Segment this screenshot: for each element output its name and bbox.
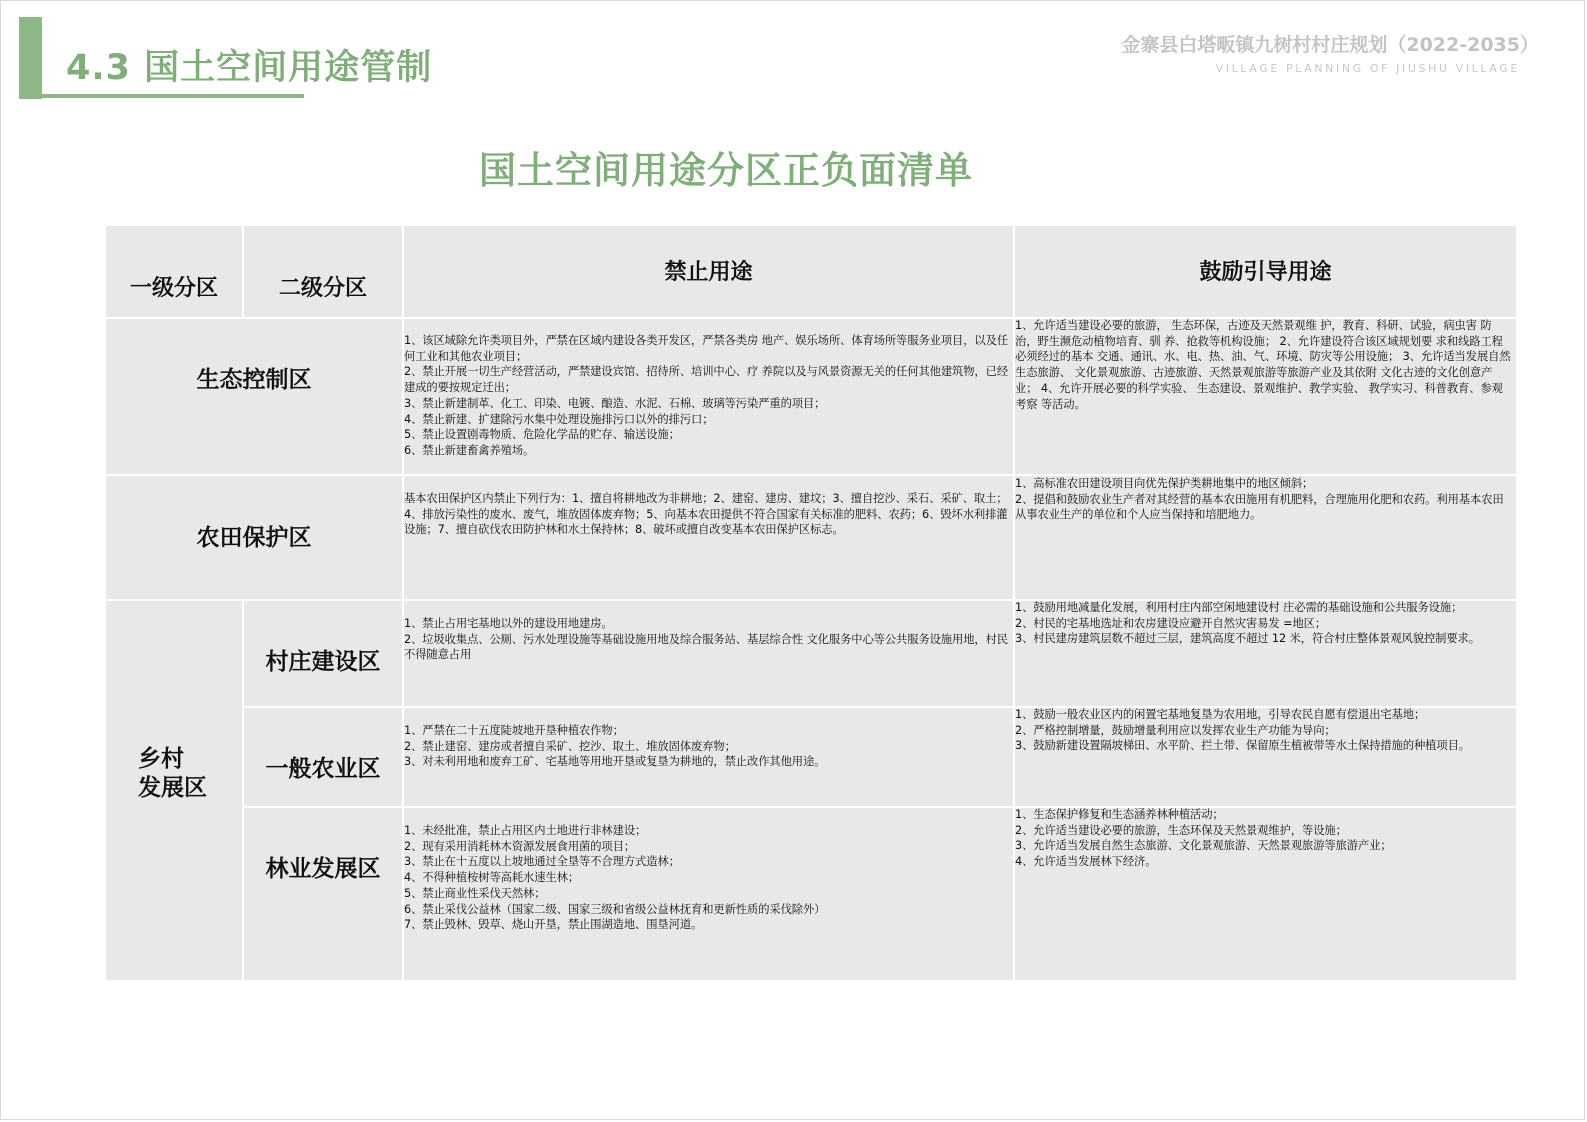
agri-encouraged-text: 1、鼓励一般农业区内的闲置宅基地复垦为农用地，引导农民自愿有偿退出宅基地； 2、严格控制增量，鼓励增量利用应以发挥农业生产功能为导向； 3、鼓励新建设置隔坡梯田、水平阶、拦土带、保留原生植被带等水土保持措施的种植项目。: [1015, 708, 1470, 753]
subzone-forest-label: 林业发展区: [265, 856, 381, 882]
zone-eco-label: 生态控制区: [196, 367, 312, 393]
zone-farm-label: 农田保护区: [196, 525, 312, 551]
accent-bar: [19, 17, 42, 99]
village-encouraged-text: 1、鼓励用地减量化发展，利用村庄内部空闲地建设村 庄必需的基础设施和公共服务设施； 2、村民的宅基地选址和农房建设应避开自然灾害易发 =地区； 3、村民建房建筑层数不超过三层，建筑高度不超过 12 米，符合村庄整体景观风貌控制要求。: [1015, 601, 1480, 646]
farm-forbidden-text: 基本农田保护区内禁止下列行为：1、擅自将耕地改为非耕地；2、建窑、建房、建坟；3、擅自挖沙、采石、采矿、取土；4、排放污染性的废水、废气，堆放固体废弃物；5、向基本农田提供不符合国家有关标准的肥料、农药；6、毁坏水利排灌设施；7、擅自砍伐农田防护林和水土保持林；8、破坏或擅自改变基本农田保护区标志。: [404, 492, 1008, 537]
project-title: 金寨县白塔畈镇九树村村庄规划（2022-2035）: [1121, 34, 1539, 56]
subzone-village-label: 村庄建设区: [265, 649, 381, 675]
header-level2: 二级分区: [278, 276, 367, 301]
agri-forbidden-text: 1、严禁在二十五度陡坡地开垦种植农作物； 2、禁止建窑、建房或者擅自采矿、挖沙、取土、堆放固体废弃物； 3、对未利用地和废弃工矿、宅基地等用地开垦或复垦为耕地的，禁止改作其他用途。: [404, 724, 826, 769]
title-underline: [42, 94, 304, 98]
zoning-table: [106, 226, 1516, 980]
section-title: 4.3 国土空间用途管制: [66, 48, 433, 88]
eco-encouraged-text: 1、允许适当建设必要的旅游， 生态环保，古迹及天然景观维 护，教育、科研、试验，病虫害 防治，野生濒危动植物培育、驯 养、抢救等机构设施； 2、允许建设符合该区域规划要 求和线路工程必须经过的基本 交通、通讯、水、电、热、油、气、环境、防灾等公用设施； 3、允许适当发展自然生态旅游、 文化景观旅游、古迹旅游、天然景观旅游等旅游产业及其依附 文化古迹的文化创意产业； 4、允许开展必要的科学实验、 生态建设、景观维护、教学实验、 教学实习、科普教育、参观考察 等活动。: [1015, 319, 1511, 411]
farm-encouraged-text: 1、高标准农田建设项目向优先保护类耕地集中的地区倾斜； 2、提倡和鼓励农业生产者对其经营的基本农田施用有机肥料，合理施用化肥和农药。利用基本农田从事农业生产的单位和个人应当保持和培肥地力。: [1015, 477, 1504, 522]
header-encouraged: 鼓励引导用途: [1199, 260, 1332, 285]
header-level1: 一级分区: [129, 276, 218, 301]
forest-forbidden-text: 1、未经批准，禁止占用区内土地进行非林建设； 2、现有采用消耗林木资源发展食用菌的项目； 3、禁止在十五度以上坡地通过全垦等不合理方式造林； 4、不得种植桉树等高耗水速生林； 5、禁止商业性采伐天然林； 6、禁止采伐公益林（国家二级、国家三级和省级公益林抚育和更新性质的采伐除外） 7、禁止毁林、毁草、烧山开垦，禁止围湖造地、围垦河道。: [404, 824, 826, 932]
forest-encouraged-text: 1、生态保护修复和生态涵养林种植活动； 2、允许适当建设必要的旅游，生态环保及天然景观维护，等设施； 3、允许适当发展自然生态旅游、文化景观旅游、天然景观旅游等旅游产业； 4、允许适当发展林下经济。: [1015, 808, 1392, 869]
project-subtitle: VILLAGE PLANNING OF JIUSHU VILLAGE: [1215, 62, 1520, 75]
eco-forbidden-text: 1、该区域除允许类项目外，严禁在区域内建设各类开发区，严禁各类房 地产、娱乐场所、体育场所等服务业项目，以及任何工业和其他农业项目； 2、禁止开展一切生产经营活动，严禁建设宾馆、招待所、培训中心、疗 养院以及与风景资源无关的任何其他建筑物，已经建成的要按规定迁出； 3、禁止新建制革、化工、印染、电镀、酿造、水泥、石棉、玻璃等污染严重的项目； 4、禁止新建、扩建除污水集中处理设施排污口以外的排污口； 5、禁止设置剧毒物质、危险化学品的贮存、输送设施； 6、禁止新建畜禽养殖场。: [404, 334, 1009, 457]
subzone-agri-label: 一般农业区: [265, 756, 381, 782]
village-forbidden-text: 1、禁止占用宅基地以外的建设用地建房。 2、垃圾收集点、公厕、污水处理设施等基础设施用地及综合服务站、基层综合性 文化服务中心等公共服务设施用地，村民不得随意占用: [404, 617, 1009, 662]
zone-rural-label: 乡村 发展区: [138, 746, 207, 801]
main-title: 国土空间用途分区正负面清单: [479, 149, 973, 192]
header-forbidden: 禁止用途: [664, 260, 753, 285]
